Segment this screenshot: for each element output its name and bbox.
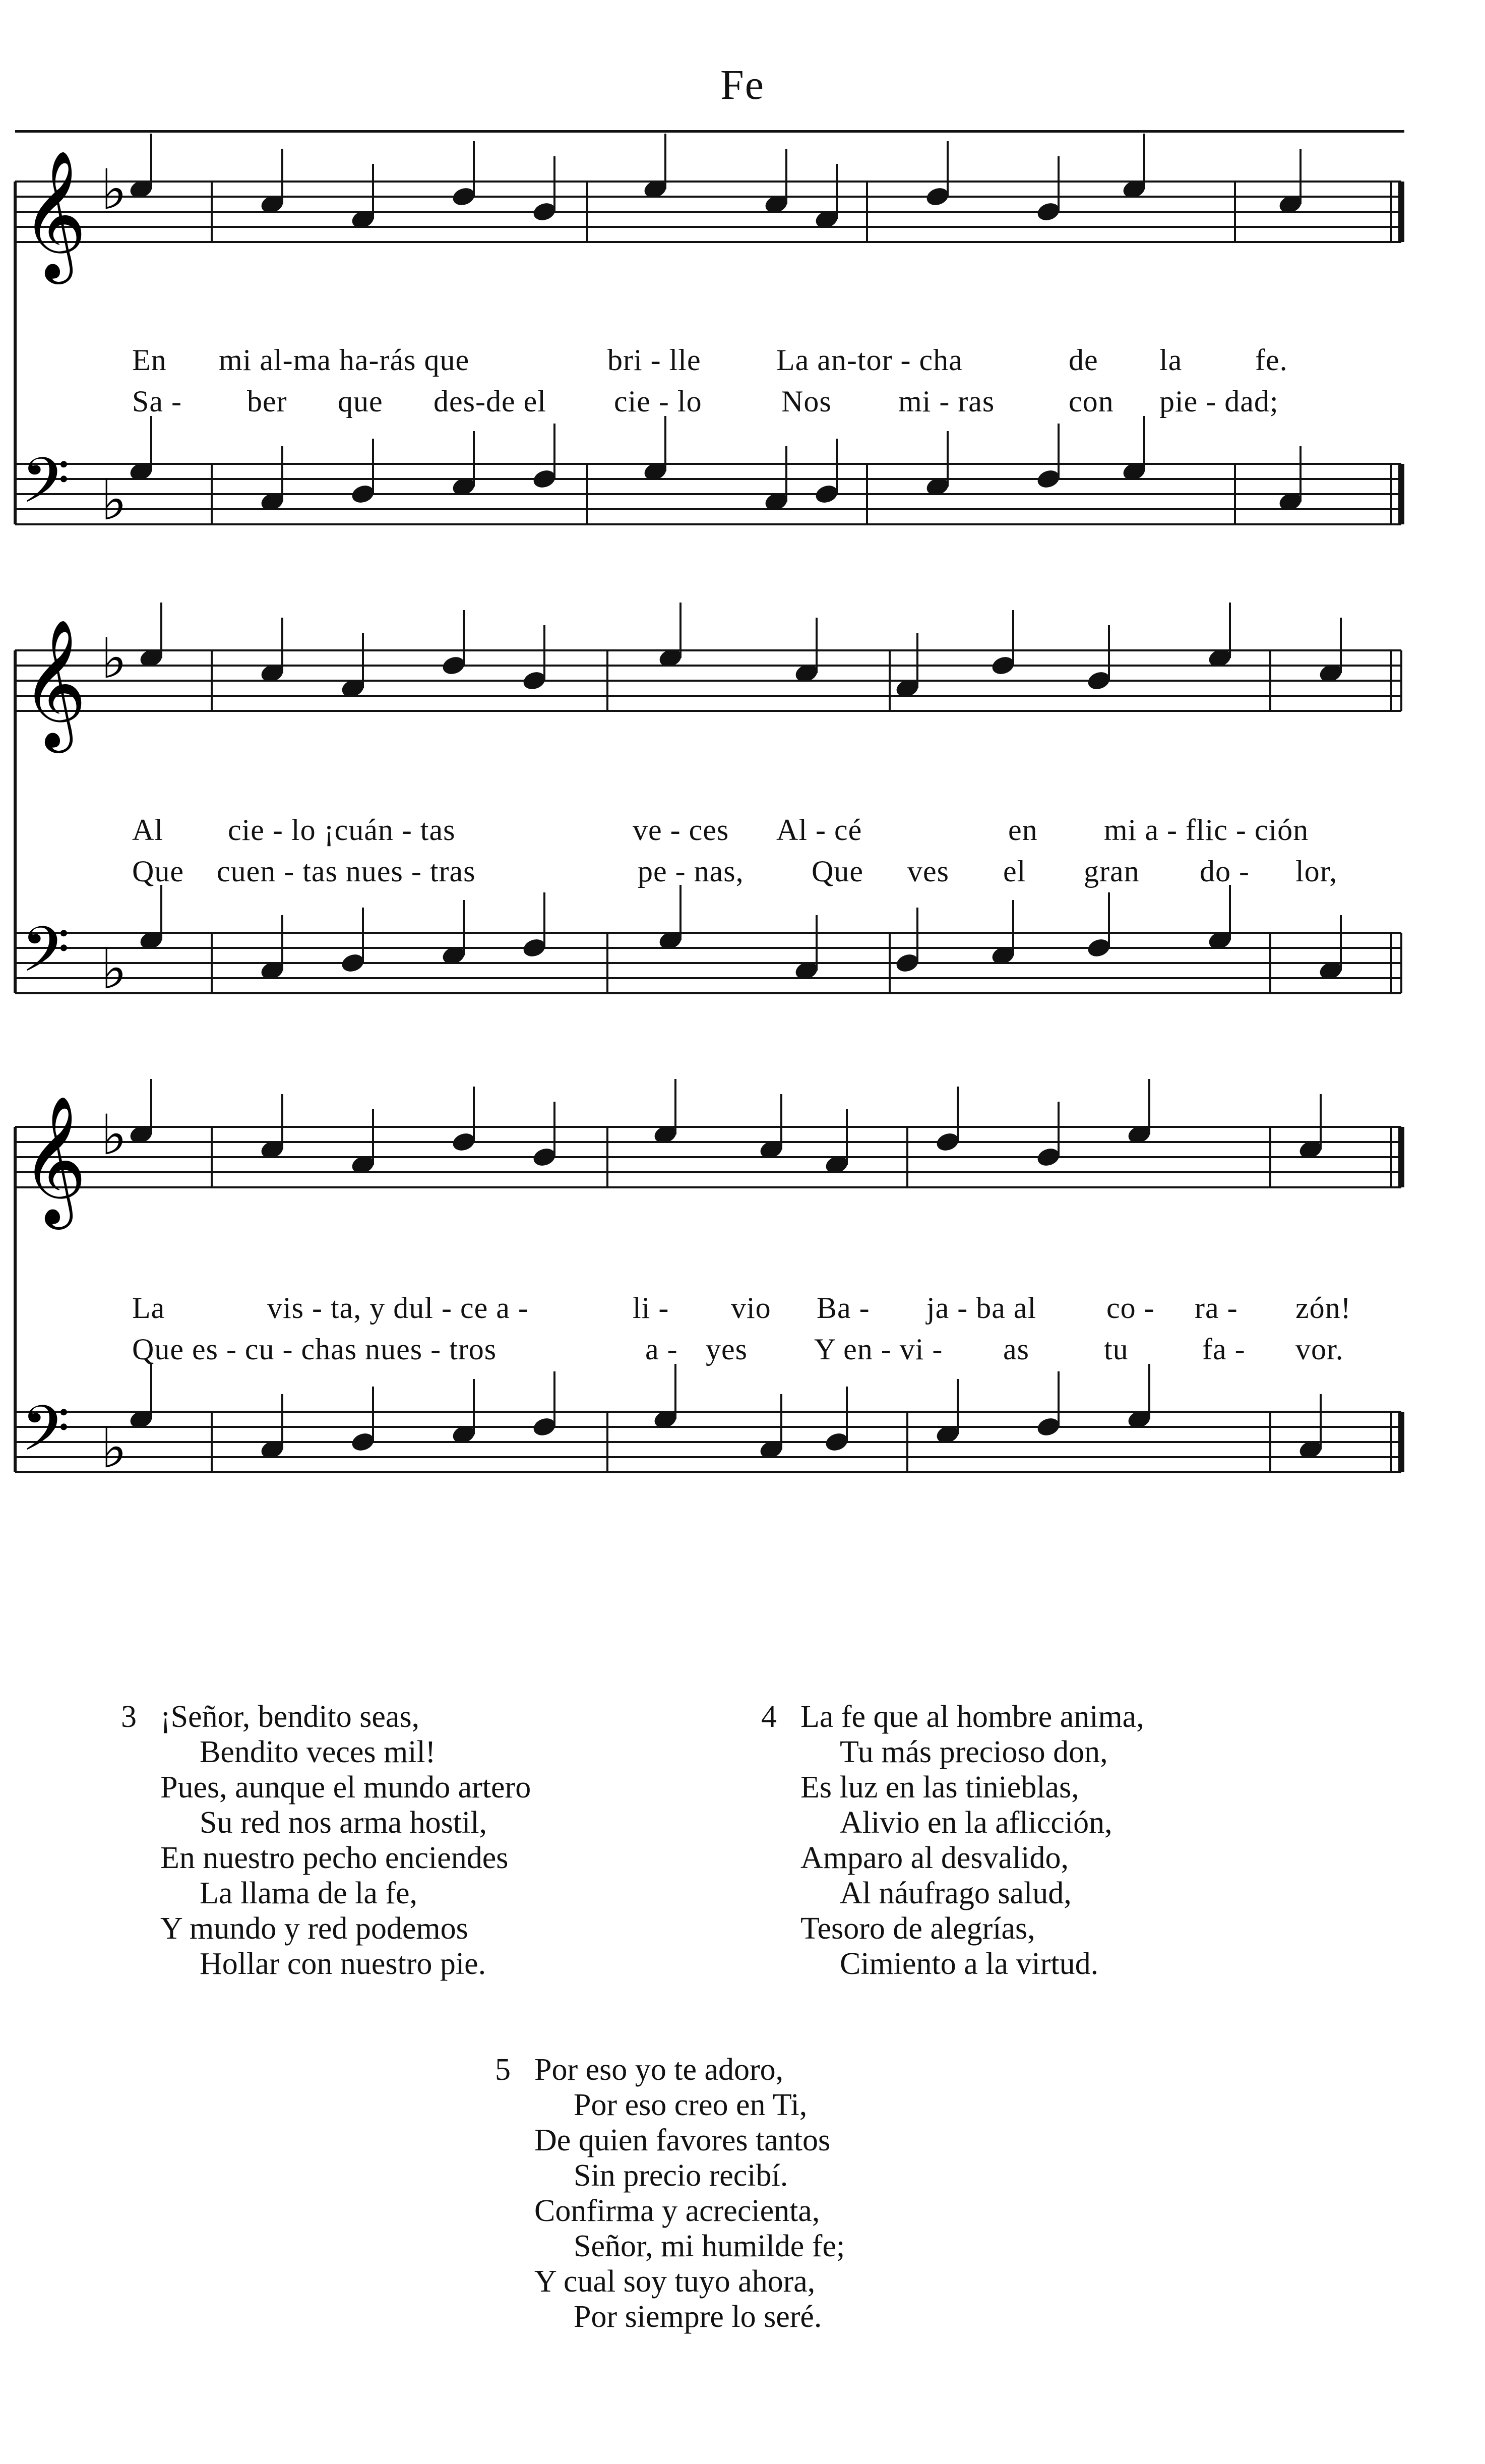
lyric-s3-v2-w1: a - (645, 1333, 678, 1366)
lyric-s2-v2-w4: ves (907, 855, 949, 888)
verse-line: Confirma y acrecienta, (534, 2194, 820, 2228)
verse-line: Tu más precioso don, (840, 1735, 1108, 1769)
verse-4 (761, 1699, 1144, 1981)
lyric-s2-v2-w7: do - (1200, 855, 1250, 888)
lyric-s1-v2-w8: pie - dad; (1159, 385, 1279, 418)
verse-line: 5 Por eso yo te adoro, (495, 2053, 784, 2087)
lyric-s3-v2-w0: Que es - cu - chas nues - tros (132, 1333, 497, 1366)
treble-clef-icon: 𝄞 (21, 1095, 87, 1224)
lyric-s1-v1-w5: la (1159, 343, 1183, 377)
bass-clef-icon: 𝄢 (21, 914, 70, 1001)
verse-line: Amparo al desvalido, (800, 1841, 1069, 1875)
lyric-s2-v2-w5: el (1003, 855, 1026, 888)
flat-icon: ♭ (101, 468, 127, 532)
lyric-s2-v1-w5: mi a - flic - ción (1104, 813, 1309, 847)
lyric-s2-v1-w2: ve - ces (633, 813, 729, 847)
verse-line: La llama de la fe, (200, 1876, 418, 1910)
verse-line: Es luz en las tinieblas, (800, 1770, 1079, 1805)
lyric-s3-v2-w2: yes (706, 1333, 748, 1366)
verse-line: Señor, mi humilde fe; (574, 2229, 845, 2263)
lyric-s3-v1-w7: ra - (1195, 1291, 1238, 1325)
lyric-s3-v1-w0: La (132, 1291, 165, 1325)
lyric-s3-v1-w6: co - (1106, 1291, 1155, 1325)
lyric-s3-v2-w7: vor. (1295, 1333, 1344, 1366)
treble-clef-icon: 𝄞 (21, 618, 87, 747)
verse-line: De quien favores tantos (534, 2123, 831, 2157)
verse-number: 3 (121, 1700, 137, 1734)
bass-clef-icon: 𝄢 (21, 445, 70, 532)
lyric-s2-v1-w4: en (1008, 813, 1038, 847)
lyric-s3-v2-w4: as (1003, 1333, 1029, 1366)
verse-line: Y mundo y red podemos (160, 1911, 468, 1946)
lyric-s1-v2-w2: que (338, 385, 383, 418)
lyric-s3-v2-w5: tu (1104, 1333, 1129, 1366)
lyric-s1-v1-w6: fe. (1255, 343, 1288, 377)
lyric-s1-v2-w6: mi - ras (898, 385, 995, 418)
lyric-s2-v2-w0: Que (132, 855, 184, 888)
verse-line: Hollar con nuestro pie. (200, 1947, 486, 1981)
verse-line: Cimiento a la virtud. (840, 1947, 1099, 1981)
verse-number: 5 (495, 2053, 511, 2087)
lyric-s2-v1-w0: Al (132, 813, 163, 847)
flat-icon: ♭ (101, 1103, 127, 1167)
verse-line: Bendito veces mil! (200, 1735, 436, 1769)
lyric-s1-v1-w4: de (1069, 343, 1098, 377)
lyric-s3-v1-w1: vis - ta, y dul - ce a - (267, 1291, 529, 1325)
lyric-s1-v2-w1: ber (247, 385, 287, 418)
flat-icon: ♭ (101, 626, 127, 691)
verse-line: Por eso creo en Ti, (574, 2088, 808, 2122)
lyric-s2-v1-w3: Al - cé (776, 813, 862, 847)
flat-icon: ♭ (101, 157, 127, 222)
bass-clef-icon: 𝄢 (21, 1393, 70, 1480)
lyric-s2-v2-w6: gran (1084, 855, 1140, 888)
verse-line: Al náufrago salud, (840, 1876, 1072, 1910)
lyric-s1-v2-w3: des-de el (434, 385, 546, 418)
lyric-s2-v2-w8: lor, (1295, 855, 1338, 888)
verse-5 (495, 2052, 845, 2334)
lyric-s1-v1-w0: En (132, 343, 167, 377)
lyric-s1-v2-w4: cie - lo (614, 385, 702, 418)
lyric-s3-v1-w3: vio (731, 1291, 771, 1325)
lyric-s2-v2-w3: Que (812, 855, 863, 888)
verse-line: Por siempre lo seré. (574, 2300, 822, 2334)
lyric-s1-v2-w0: Sa - (132, 385, 182, 418)
lyric-s3-v1-w2: li - (633, 1291, 669, 1325)
lyric-s2-v2-w1: cuen - tas nues - tras (217, 855, 476, 888)
lyric-s1-v2-w5: Nos (781, 385, 832, 418)
verse-line: Y cual soy tuyo ahora, (534, 2264, 816, 2299)
lyric-s1-v1-w3: La an-tor - cha (776, 343, 963, 377)
verse-number: 4 (761, 1700, 777, 1734)
flat-icon: ♭ (101, 937, 127, 1001)
verse-3 (121, 1699, 531, 1981)
lyric-s3-v1-w4: Ba - (817, 1291, 870, 1325)
verse-line: En nuestro pecho enciendes (160, 1841, 509, 1875)
verse-line: Sin precio recibí. (574, 2158, 788, 2193)
verse-line: Alivio en la aflicción, (840, 1806, 1112, 1840)
lyric-s1-v1-w1: mi al-ma ha-rás que (219, 343, 470, 377)
lyric-s2-v2-w2: pe - nas, (638, 855, 744, 888)
lyric-s3-v1-w5: ja - ba al (926, 1291, 1037, 1325)
lyric-s3-v2-w6: fa - (1202, 1333, 1246, 1366)
verse-line: 3 ¡Señor, bendito seas, (121, 1700, 420, 1734)
verse-line: Pues, aunque el mundo artero (160, 1770, 531, 1805)
verse-line: Su red nos arma hostil, (200, 1806, 487, 1840)
lyric-s2-v1-w1: cie - lo ¡cuán - tas (228, 813, 456, 847)
treble-clef-icon: 𝄞 (21, 149, 87, 278)
lyric-s1-v1-w2: bri - lle (607, 343, 701, 377)
verse-line: Tesoro de alegrías, (800, 1911, 1035, 1946)
lyric-s3-v1-w8: zón! (1295, 1291, 1351, 1325)
page-title: Fe (720, 62, 765, 108)
lyric-s1-v2-w7: con (1069, 385, 1114, 418)
lyric-s3-v2-w3: Y en - vi - (814, 1333, 943, 1366)
verse-line: 4 La fe que al hombre anima, (761, 1700, 1144, 1734)
flat-icon: ♭ (101, 1416, 127, 1480)
